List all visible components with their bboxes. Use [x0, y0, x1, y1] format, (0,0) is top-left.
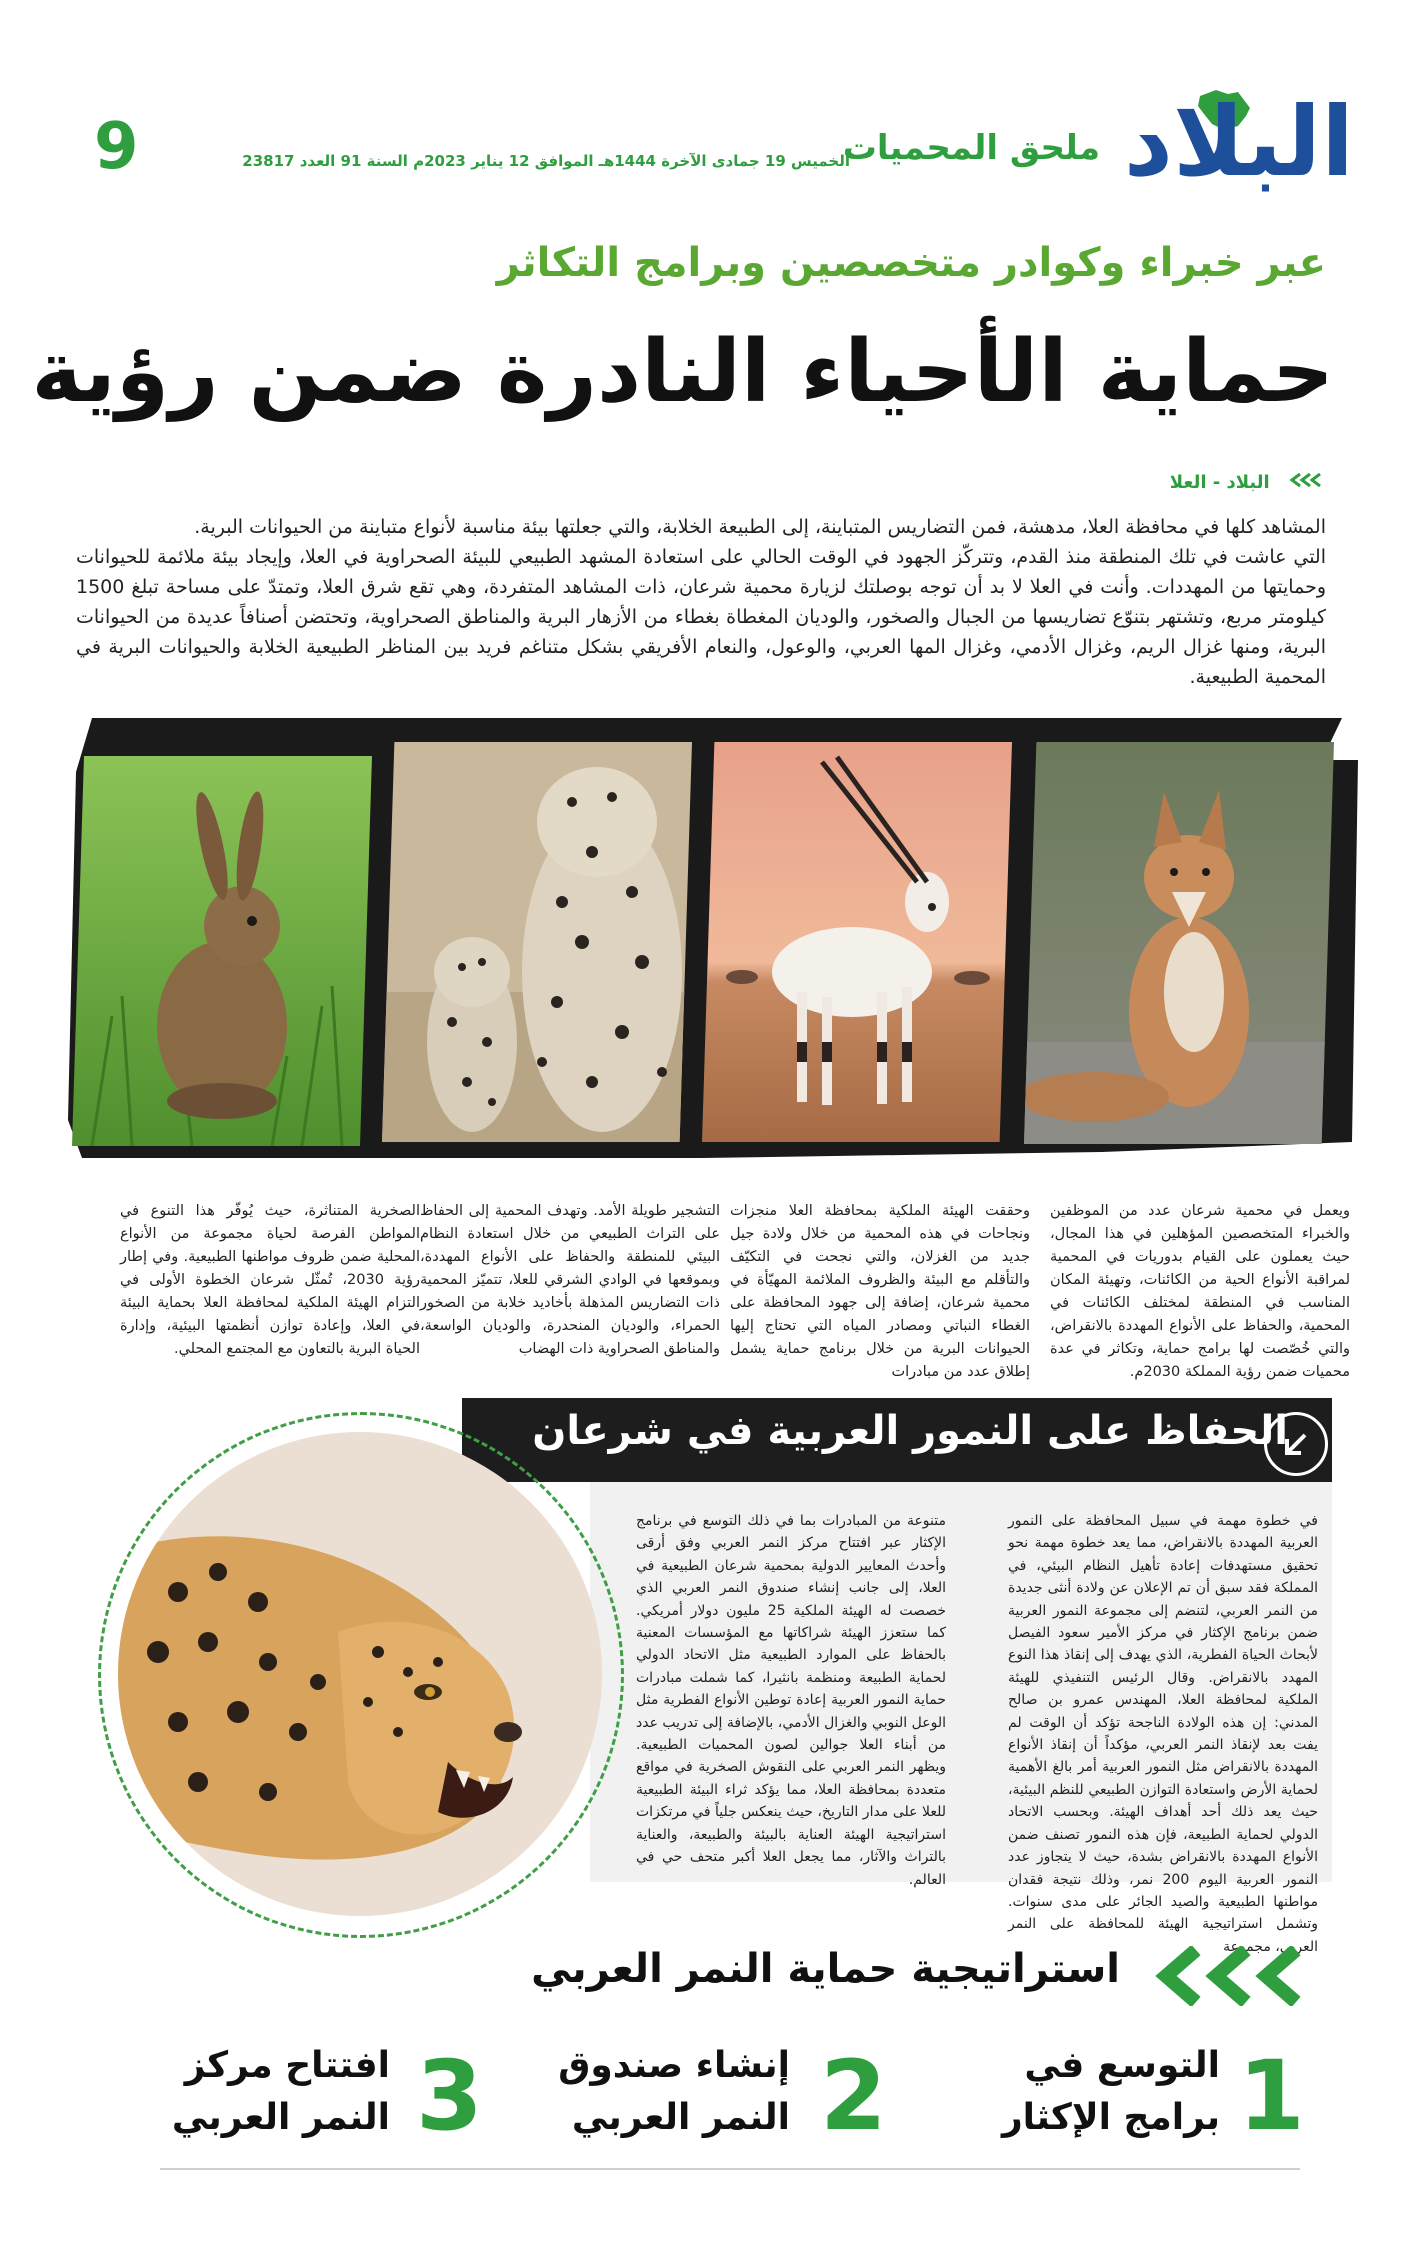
- strategy-number-2: 2: [820, 2040, 887, 2152]
- chevrons-left-icon: [1286, 472, 1326, 493]
- headline: حماية الأحياء النادرة ضمن رؤية: [31, 322, 1334, 422]
- intro-paragraph: المشاهد كلها في محافظة العلا، مدهشة، فمن التضاريس المتباينة، إلى الطبيعة الخلابة، والتي جعلتها بيئة مناسبة لأنواع متباينة من الحيوانات البرية.: [194, 516, 1326, 538]
- strategy-line: برامج الإكثار: [1001, 2097, 1220, 2138]
- strategy-title: استراتيجية حماية النمر العربي: [531, 1946, 1120, 1992]
- dateline: الخميس 19 جمادى الآخرة 1444هـ الموافق 12 يناير 2023م السنة 91 العدد 23817: [242, 152, 850, 170]
- section-paragraph: في خطوة مهمة في سبيل المحافظة على النمور العربية المهددة بالانقراض، مما يعد خطوة مهمة نحو تحقيق مستهدفات إعادة تأهيل النظام البيئي، في المملكة فقد سبق أن تم الإعلان عن ولادة أنثى جديدة من النمر العربي، لتنضم إلى مجموعة النمور العربية ضمن برنامج الإكثار في مركز الأمير سعود الفيصل لأبحاث الحياة الفطرية، الذي يهدف إلى إنقاذ هذا النوع المهدد بالانقراض. وقال الرئيس التنفيذي للهيئة الملكية لمحافظة العلا، المهندس عمرو بن صالح المدني: إن هذه الولادة الناجحة تؤكد أن الوقت لم يفت بعد لإنقاذ النمر العربي، مؤكداً أن إنقاذ الأنواع المهددة بالانقراض مثل النمور العربية أمر بالغ الأهمية لحماية الأرض واستعادة التوازن الطبيعي للنظم البيئية، حيث يعد ذلك أحد أهداف الهيئة. وبحسب الاتحاد الدولي لحماية الطبيعة، فإن هذه النمور تصنف ضمن الأنواع المهددة بالانقراض بشدة، حيث لا يتجاوز عدد النمور العربية اليوم 200 نمر، وذلك نتيجة فقدان مواطنها الطبيعية والصيد الجائر على مدى سنوات. وتشمل استراتيجية الهيئة للمحافظة على النمر العربي، مجموعة: [1008, 1513, 1319, 1955]
- fox-photo: [1024, 742, 1334, 1144]
- byline-text: البلاد - العلا: [1169, 472, 1270, 493]
- section-column-right: [1008, 1510, 1318, 1958]
- leopard-photo: [118, 1432, 602, 1916]
- strategy-line: إنشاء صندوق: [558, 2045, 790, 2086]
- intro-paragraphs: [76, 512, 1326, 692]
- body-paragraph: ويعمل في محمية شرعان عدد من الموظفين والخبراء المتخصصين المؤهلين في هذا المجال، حيث يعملون على القيام بدوريات في المحمية لمراقبة الأنواع الحية من الكائنات، وتهيئة المكان المناسب في المنطقة لمختلف الكائنات في المحمية، والحفاظ على الأنواع المهددة بالانقراض، والتي خُصّصت لها برامج حماية، وتكاثر في عدة محميات ضمن رؤية المملكة 2030م.: [1050, 1203, 1350, 1380]
- oryx-photo: [702, 742, 1012, 1142]
- body-column-3: [420, 1200, 720, 1361]
- photo-strip: [62, 712, 1358, 1162]
- section-title: الحفاظ على النمور العربية في شرعان: [532, 1408, 1288, 1454]
- strategy-number-3: 3: [416, 2040, 483, 2152]
- strategy-line: التوسع في: [1024, 2045, 1220, 2086]
- leopards-photo: [382, 742, 692, 1142]
- byline: [1170, 472, 1326, 493]
- bottom-divider: [160, 2168, 1300, 2170]
- body-paragraph: التشجير طويلة الأمد. وتهدف المحمية إلى الحفاظ على التراث الطبيعي من خلال استعادة النظام البيئي للمنطقة والحفاظ على الأنواع المهددة، وبموقعها في الوادي الشرقي للعلا، تتميّز المحمية ذات التضاريس المذهلة بأخاديد خلابة من الصخور الحمراء، والوديان المنحدرة، والوديان الواسعة، والمناطق الصحراوية ذات الهضاب: [420, 1203, 720, 1357]
- section-column-left: [636, 1510, 946, 1891]
- page-number: 9: [94, 110, 139, 184]
- hare-photo: [72, 756, 372, 1146]
- strategy-text-1: [1002, 2040, 1220, 2144]
- strategy-line: النمر العربي: [171, 2097, 390, 2138]
- strategy-line: افتتاح مركز: [184, 2045, 390, 2086]
- body-paragraph: الصخرية المتناثرة، حيث يُوفّر هذا التنوع في المواطن الفرصة لحياة مجموعة من الأنواع المحلية ضمن ظروف مواطنها الطبيعية. وفي إطار رؤية 2030، تُمثّل شرعان الخطوة الأولى في التزام الهيئة الملكية لمحافظة العلا بحماية البيئة في العلا، وإعادة توازن أنظمتها البيئية، وإدارة الحياة البرية بالتعاون مع المجتمع المحلي.: [120, 1203, 420, 1357]
- subheadline: عبر خبراء وكوادر متخصصين وبرامج التكاثر: [496, 240, 1326, 286]
- newspaper-logo: [1064, 82, 1354, 202]
- body-paragraph: وحققت الهيئة الملكية بمحافظة العلا منجزات ونجاحات في هذه المحمية من خلال ولادة جيل جديد من الغزلان، والتي نجحت في التكيّف والتأقلم مع البيئة والظروف الملائمة المهيّأة في محمية شرعان، إضافة إلى جهود المحافظة على الغطاء النباتي ومصادر المياه التي تحتاج إليها الحيوانات البرية من خلال برنامج حماية يشمل إطلاق عدد من مبادرات: [730, 1203, 1030, 1380]
- section-paragraph: متنوعة من المبادرات بما في ذلك التوسع في برنامج الإكثار عبر افتتاح مركز النمر العربي وفق أرقى وأحدث المعايير الدولية بمحمية شرعان الطبيعية في العلا، إلى جانب إنشاء صندوق النمر العربي الذي خصصت له الهيئة الملكية 25 مليون دولار أمريكي. كما ستعزز الهيئة شراكاتها مع المؤسسات المعنية بالحفاظ على الموارد الطبيعية مثل الاتحاد الدولي لحماية الطبيعة ومنظمة بانثيرا، كما شملت مبادرات حماية النمور العربية إعادة توطين الأنواع الفطرية مثل الوعل النوبي والغزال الأدمي، بالإضافة إلى تدريب عدد من أبناء العلا جوالين لصون المحميات الطبيعية. ويظهر النمر العربي على النقوش الصخرية في مواقع متعددة بمحافظة العلا، مما يؤكد ثراء البيئة الطبيعية للعلا على مدار التاريخ، حيث ينعكس جلياً في مرتكزات استراتيجية الهيئة العناية بالبيئة والطبيعة، والعناية بالتراث والآثار، مما يجعل العلا أكبر متحف حي في العالم.: [636, 1513, 946, 1888]
- logo-text: البلاد: [1123, 86, 1354, 198]
- strategy-number-1: 1: [1238, 2040, 1305, 2152]
- strategy-line: النمر العربي: [571, 2097, 790, 2138]
- supplement-name: ملحق المحميات: [842, 128, 1100, 168]
- body-column-2: [730, 1200, 1030, 1384]
- chevrons-left-icon: [1136, 1946, 1326, 2006]
- body-column-4: [120, 1200, 420, 1361]
- intro-paragraph: التي عاشت في تلك المنطقة منذ القدم، وتتركّز الجهود في الوقت الحالي على استعادة المشهد الطبيعي للبيئة الصحراوية في العلا، وإيجاد بيئة ملائمة للحيوانات وحمايتها من المهددات. وأنت في العلا لا بد أن توجه بوصلتك لزيارة محمية شرعان، ذات المشاهد المتفردة، وهي تقع شرق العلا، وتمتدّ على مساحة تبلغ 1500 كيلومتر مربع، وتشتهر بتنوّع تضاريسها من الجبال والصخور، والوديان المغطاة بغطاء من الأزهار البرية والمناطق الصحراوية، وتحتضن أصنافاً عديدة من الحيوانات البرية، ومنها غزال الريم، وغزال الأدمي، وغزال المها العربي، والوعول، والنعام الأفريقي بشكل متناغم فريد بين المناظر الطبيعية الخلابة والحيوانات البرية في المحمية الطبيعية.: [76, 546, 1326, 688]
- strategy-text-2: [558, 2040, 790, 2144]
- strategy-text-3: [172, 2040, 390, 2144]
- body-column-1: [1050, 1200, 1350, 1384]
